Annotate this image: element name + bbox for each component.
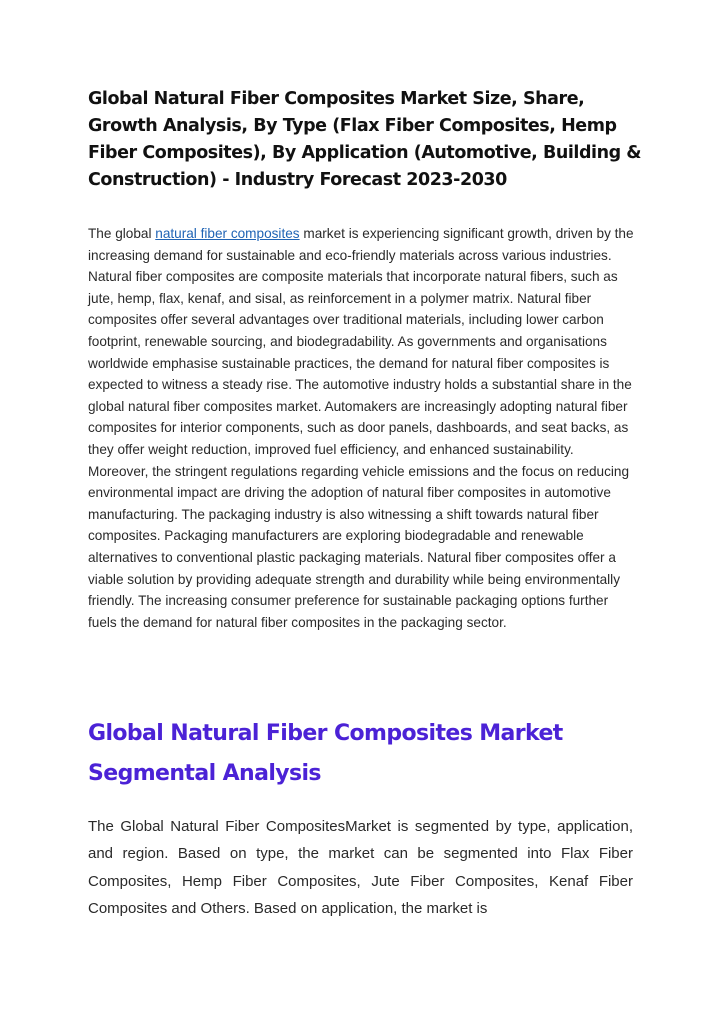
segmental-analysis-paragraph: The Global Natural Fiber CompositesMarket is segmented by type, application, and region. Based on type, the market can be segmented into Flax Fiber Composites, Hemp Fiber Composites, Jute Fiber Composites, Kenaf Fiber Composites and Others. Based on application, the market is bbox=[88, 818, 633, 918]
segmental-analysis-heading: Global Natural Fiber Composites Market Segmental Analysis bbox=[88, 721, 563, 786]
intro-paragraph bbox=[88, 223, 636, 633]
document-title: Global Natural Fiber Composites Market Size, Share, Growth Analysis, By Type (Flax Fiber Composites, Hemp Fiber Composites), By Application (Automotive, Building & Construction) - Industry Forecast 2023-2030 bbox=[88, 89, 642, 190]
natural-fiber-composites-link[interactable]: natural fiber composites bbox=[155, 226, 300, 241]
intro-text-before-link: The global bbox=[88, 226, 156, 241]
intro-text-after-link: market is experiencing significant growth, driven by the increasing demand for sustainable and eco-friendly materials across various industries. Natural fiber composites are composite materials that incorporate natural fibers, such as jute, hemp, flax, kenaf, and sisal, as reinforcement in a polymer matrix. Natural fiber composites offer several advantages over traditional materials, including lower carbon footprint, renewable sourcing, and biodegradability. As governments and organisations worldwide emphasise sustainable practices, the demand for natural fiber composites is expected to witness a steady rise. The automotive industry holds a substantial share in the global natural fiber composites market. Automakers are increasingly adopting natural fiber composites for interior components, such as door panels, dashboards, and seat backs, as they offer weight reduction, improved fuel efficiency, and enhanced sustainability. Moreover, the stringent regulations regarding vehicle emissions and the focus on reducing environmental impact are driving the adoption of natural fiber composites in automotive manufacturing. The packaging industry is also witnessing a shift towards natural fiber composites. Packaging manufacturers are exploring biodegradable and renewable alternatives to conventional plastic packaging materials. Natural fiber composites offer a viable solution by providing adequate strength and durability while being environmentally friendly. The increasing consumer preference for sustainable packaging options further fuels the demand for natural fiber composites in the packaging sector. bbox=[88, 226, 634, 630]
